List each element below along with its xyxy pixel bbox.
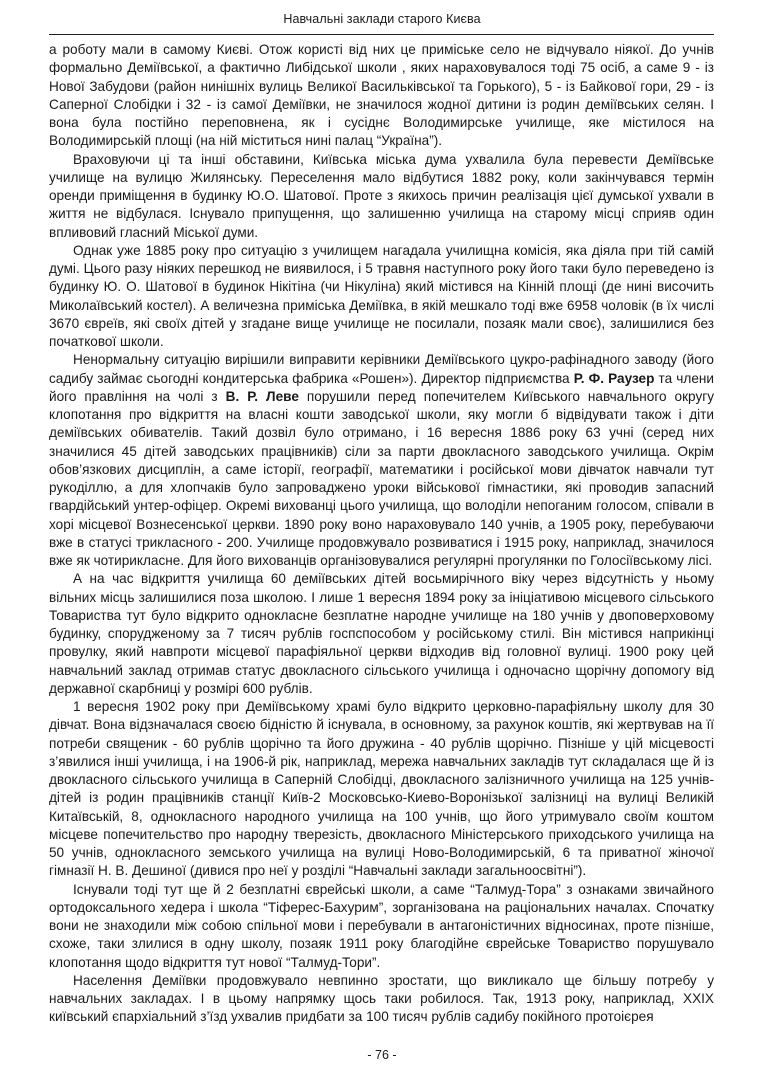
paragraph-5: А на час відкриття училища 60 деміївських дітей восьмирічного віку через відсутність у ньому вільних місць залишилися поза школою. І лише 1 вересня 1894 року за ініціативою місцевого сільського Товариства тут було відкрито однокласне безплатне народне училище на 180 учнів у двоповерховому будинку, спорудженому за 7 тисяч рублів госпспособом у російському стилі. Він містився наприкінці провулку, який навпроти місцевої парафіяльної церкви відходив від головної вулиці. 1900 року цей навчальний заклад отримав статус двокласного сільського училища і одночасно щорічну допомогу від державної скарбниці у розмірі 600 рублів. xyxy=(49,571,714,696)
header-divider xyxy=(49,34,714,35)
person-name-leve: В. Р. Леве xyxy=(225,388,299,404)
paragraph-4 xyxy=(49,351,714,570)
page-number: - 76 - xyxy=(367,1048,397,1062)
paragraph-6: 1 вересня 1902 року при Деміївському храмі було відкрито церковно-парафіяльну школу для 30 дівчат. Вона відзначалася своєю бідністю й існувала, в основному, за рахунок коштів, які жертвував на її потреби священик - 60 рублів щорічно та його дружина - 40 рублів щорічно. Пізніше у цій місцевості з’явилися інші училища, і на 1906-й рік, наприклад, мережа навчальних закладів тут складалася ще й із двокласного сільського училища в Саперній Слобідці, двокласного залізничного училища на 125 учнів-дітей із родин працівників станції Київ-2 Московсько-Киево-Воронізької залізниці на вулиці Великій Китаївській, 8, однокласного народного училища на 100 учнів, що його утримувало своїм коштом місцеве попечительство про народну тверезість, двокласного Міністерського приходського училища на 50 учнів, однокласного земського училища на вулиці Ново-Володимирській, 6 та приватної жіночої гімназії Н. В. Дешиної (дивися про неї у розділі “Навчальні заклади загальноосвітні”). xyxy=(49,699,714,879)
paragraph-3: Однак уже 1885 року про ситуацію з училищем нагадала училищна комісія, яка діяла при тій самій думі. Цього разу ніяких перешкод не виявилося, і 5 травня наступного року його таки було переведено із будинку Ю. О. Шатової в будинок Нікітіна (чи Нікуліна) який містився на Кінній площі (де нині височить Миколаївський костел). А величезна приміська Деміївка, в якій мешкало тоді вже 6958 чоловік (в їх числі 3670 євреїв, які своїх дітей у згадане вище училище не посилали, позаяк мали своє), залишилися без початкової школи. xyxy=(49,242,714,349)
paragraph-2: Враховуючи ці та інші обставини, Київська міська дума ухвалила була перевести Деміївське училище на вулицю Жилянську. Переселення мало відбутися 1882 року, коли закінчувався термін оренди приміщення в будинку Ю.О. Шатової. Проте з якихось причин реалізація цієї думської ухвали в життя не відбулася. Існувало припущення, що залишенню училища на старому місці сприяв один впливовий гласний Міської думи. xyxy=(49,151,714,240)
paragraph-4-text-a: Ненормальну ситуацію вирішили виправити керівники Деміївського цукро-рафінадного заводу (його садибу займає сьогодні кондитерська фабрика «Рошен»). Директор підприємства xyxy=(49,352,714,386)
body-text xyxy=(49,41,714,1027)
paragraph-1: а роботу мали в самому Києві. Отож користі від них це приміське село не відчувало ніякої. До учнів формально Деміївської, а фактично Либідської школи , яких нараховувалося тоді 75 осіб, а саме 9 - із Нової Забудови (район нинішніх вулиць Великої Васильківської та Горького), 5 - із Байкової гори, 29 - із Саперної Слобідки і 32 - із самої Деміївки, не значилося жодної дитини із родин деміївських селян. І вона була постійно переповнена, як і сусіднє Володимирське училище, яке містилося на Володимирській площі (на ній міститься нині палац “Україна”). xyxy=(49,42,714,149)
person-name-rauzer: Р. Ф. Раузер xyxy=(573,370,655,386)
paragraph-4-text-c: порушили перед попечителем Київського навчального округу клопотання про відкриття на власні кошти заводської школи, яку могли б відвідувати також і діти деміївських обивателів. Такий дозвіл було отримано, і 16 вересня 1886 року 63 учні (серед них значилися 45 дітей заводських працівників) сіли за парти двокласного заводського училища. Окрім обов’язкових дисциплін, а саме історії, географії, математики і російської мови дівчаток навчали тут рукоділлю, а для хлопчаків було запроваджено уроки військової гімнастики, які проводив запасний гвардійський унтер-офіцер. Окремі вихованці цього училища, що володіли непоганим голосом, співали в хорі місцевої Вознесенської церкви. 1890 року воно нараховувало 140 учнів, а 1905 року, перебуваючи вже в статусі трикласного - 200. Училище продовжувало розвиватися і 1915 року, наприклад, значилося вже як чотирикласне. Для його вихованців організовувалися регулярні прогулянки по Голосіївському лісі. xyxy=(49,388,714,568)
paragraph-7: Існували тоді тут ще й 2 безплатні єврейські школи, а саме “Талмуд-Тора” з ознаками звичайного ортодоксального хедера і школа “Тіферес-Бахурим”, зорганізована на раціональних началах. Спочатку вони не знаходили між собою спільної мови і перебували в антагоністичних відносинах, проте пізніше, схоже, таки злилися в одну школу, позаяк 1911 року благодійне єврейське Товариство порушувало клопотання щодо відкриття тут нової “Талмуд-Тори”. xyxy=(49,881,714,970)
paragraph-8: Населення Деміївки продовжувало невпинно зростати, що викликало ще більшу потребу у навчальних закладах. І в цьому напрямку щось таки робилося. Так, 1913 року, наприклад, XXIX київський єпархіальний з’їзд ухвалив придбати за 100 тисяч рублів садибу покійного протоієрея xyxy=(49,972,714,1025)
paragraph-4-text-b: та члени його правління на чолі з xyxy=(49,370,714,404)
running-header: Навчальні заклади старого Києва xyxy=(283,12,481,26)
